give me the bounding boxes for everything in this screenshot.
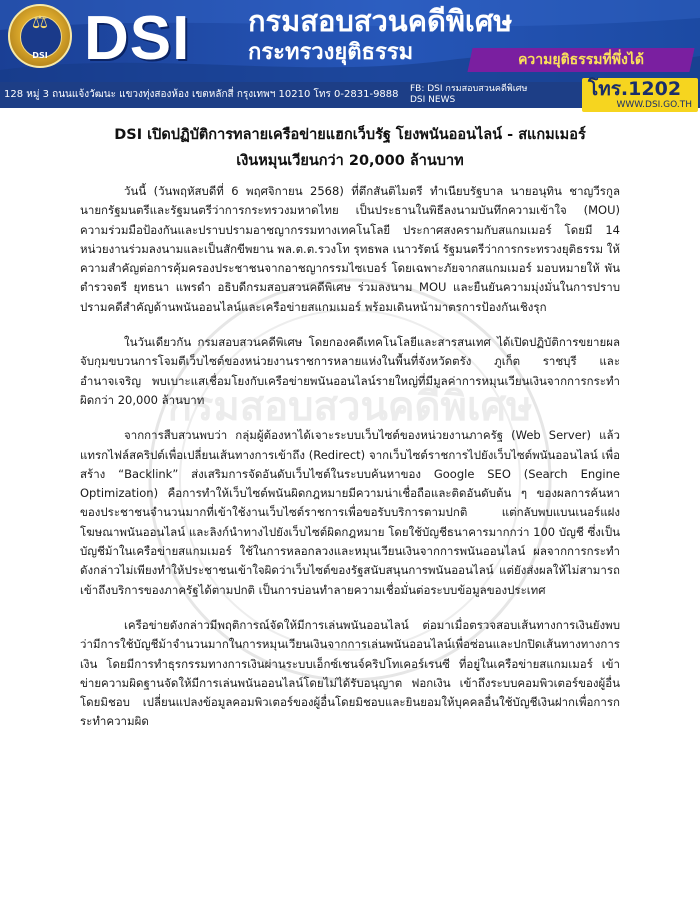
ministry-name: กระทรวงยุติธรรม [248,40,414,65]
dsi-wordmark: DSI [84,4,191,73]
article-paragraph-1: วันนี้ (วันพฤหัสบดีที่ 6 พฤศจิกายน 2568) ที่ตึกสันติไมตรี ทำเนียบรัฐบาล นายอนุทิน ชาญวีรกูล นายกรัฐมนตรีและรัฐมนตรีว่าการกระทรวงมหาดไทย เป็นประธานในพิธีลงนามบันทึกความเข้าใจ (MOU) ความร่วมมือป้องกันและปราบปรามอาชญากรรมทางเทคโนโลยี ประกาศสงครามกับสแกมเมอร์ โดยมี 14 หน่วยงานร่วมลงนามและเป็นสักขีพยาน พล.ต.ต.รวงโท รุทธพล เนาวรัตน์ รัฐมนตรีว่าการกระทรวงยุติธรรม ให้ความสำคัญต่อการคุ้มครองประชาชนจากอาชญากรรมไซเบอร์ โดยเฉพาะภัยจากสแกมเมอร์ มอบหมายให้ พันตำรวจตรี ยุทธนา แพรดำ อธิบดีกรมสอบสวนคดีพิเศษ ร่วมลงนาม MOU และยืนยันความมุ่งมั่นในการปราบปรามคดีสำคัญด้านพนันออนไลน์และเครือข่ายสแกมเมอร์ พร้อมเดินหน้ามาตรการป้องกันเชิงรุก [80,184,620,314]
hotline-number: โทร.1202 [588,78,682,100]
facebook-news-name: DSI NEWS [410,95,456,105]
hotline-box [582,78,698,112]
article-title-line-1: DSI เปิดปฏิบัติการทลายเครือข่ายแฮกเว็บรัฐ โยงพนันออนไลน์ - สแกมเมอร์ [114,127,586,143]
article-title-line-2: เงินหมุนเวียนกว่า 20,000 ล้านบาท [236,153,464,169]
slogan-text: ความยุติธรรมที่พึ่งได้ [518,52,644,68]
scales-of-justice-icon: ⚖ [31,12,49,33]
article-paragraph-2: ในวันเดียวกัน กรมสอบสวนคดีพิเศษ โดยกองคดีเทคโนโลยีและสารสนเทศ ได้เปิดปฏิบัติการขยายผลจับกุมขบวนการโจมตีเว็บไซต์ของหน่วยงานราชการหลายแห่งในพื้นที่จังหวัดตรัง ภูเก็ต ราชบุรี และอำนาจเจริญ พบเบาะแสเชื่อมโยงกับเครือข่ายพนันออนไลน์รายใหญ่ที่มีมูลค่าการหมุนเวียนเงินจากการกระทำผิดกว่า 20,000 ล้านบาท [80,335,620,407]
emblem-initials: DSI [32,51,48,60]
dsi-emblem-logo [8,4,72,68]
facebook-page-name: FB: DSI กรมสอบสวนคดีพิเศษ [410,84,528,94]
office-address: 128 หมู่ 3 ถนนแจ้งวัฒนะ แขวงทุ่งสองห้อง เขตหลักสี่ กรุงเทพฯ 10210 โทร 0-2831-9888 [4,89,399,100]
article-paragraph-4: เครือข่ายดังกล่าวมีพฤติการณ์จัดให้มีการเล่นพนันออนไลน์ ต่อมาเมื่อตรวจสอบเส้นทางการเงินยังพบว่ามีการใช้บัญชีม้าจำนวนมากในการหมุนเวียนเงินจากการเล่นพนันออนไลน์เพื่อซ่อนและปกปิดเส้นทางทางการเงิน โดยมีการทำธุรกรรมทางการเงินผ่านระบบเอ็กซ์เชนจ์คริปโทเคอร์เรนซี ที่อยู่ในเครือข่ายสแกมเมอร์ เข้าข่ายความผิดฐานจัดให้มีการเล่นพนันออนไลน์โดยไม่ได้รับอนุญาต ฟอกเงิน เข้าถึงระบบคอมพิวเตอร์ของผู้อื่นโดยมิชอบ เปลี่ยนแปลงข้อมูลคอมพิวเตอร์ของผู้อื่นโดยมิชอบและยินยอมให้บุคคลอื่นใช้บัญชีเงินฝากเพื่อการกระทำความผิด [80,617,620,729]
facebook-info [410,84,527,106]
letterhead-banner [0,0,700,82]
website-url: WWW.DSI.GO.TH [616,100,692,110]
article-paragraph-3: จากการสืบสวนพบว่า กลุ่มผู้ต้องหาได้เจาะระบบเว็บไซต์ของหน่วยงานภาครัฐ (Web Server) แล้วแทรกไฟล์สคริปต์เพื่อเปลี่ยนเส้นทางการเข้าถึง (Redirect) จากเว็บไซต์ราชการไปยังเว็บไซต์พนันออนไลน์ เพื่อสร้าง “Backlink” ส่งเสริมการจัดอันดับเว็บไซต์ในระบบค้นหาของ Google SEO (Search Engine Optimization) คือการทำให้เว็บไซต์พนันผิดกฎหมายมีความน่าเชื่อถือและติดอันดับต้น ๆ ของผลการค้นหาของประชาชนจำนวนมากที่เข้าใช้งานเว็บไซต์ราชการเพื่อขอรับบริการตามปกติ แต่กลับพบแบนเนอร์แฝงโฆษณาพนันออนไลน์ และลิงก์นำทางไปยังเว็บไซต์ผิดกฎหมาย โดยใช้บัญชีธนาคารมากกว่า 100 บัญชี ซึ่งเป็นบัญชีม้าในเครือข่ายสแกมเมอร์ ใช้ในการหลอกลวงและหมุนเวียนเงินจากการพนันออนไลน์ ผลจากการกระทำดังกล่าวไม่เพียงทำให้ประชาชนเข้าใจผิดว่าเว็บไซต์ของรัฐสนับสนุนการพนันออนไลน์ แต่ยังส่งผลให้ไม่สามารถเข้าถึงบริการของภาครัฐได้ตามปกติ เป็นการบ่อนทำลายความเชื่อมั่นต่อระบบข้อมูลของประเทศ [80,428,620,597]
department-name: กรมสอบสวนคดีพิเศษ [248,4,513,38]
slogan-banner [467,48,694,72]
watermark-text: กรมสอบสวนคดีพิเศษ [167,384,533,430]
article-body [80,182,620,748]
